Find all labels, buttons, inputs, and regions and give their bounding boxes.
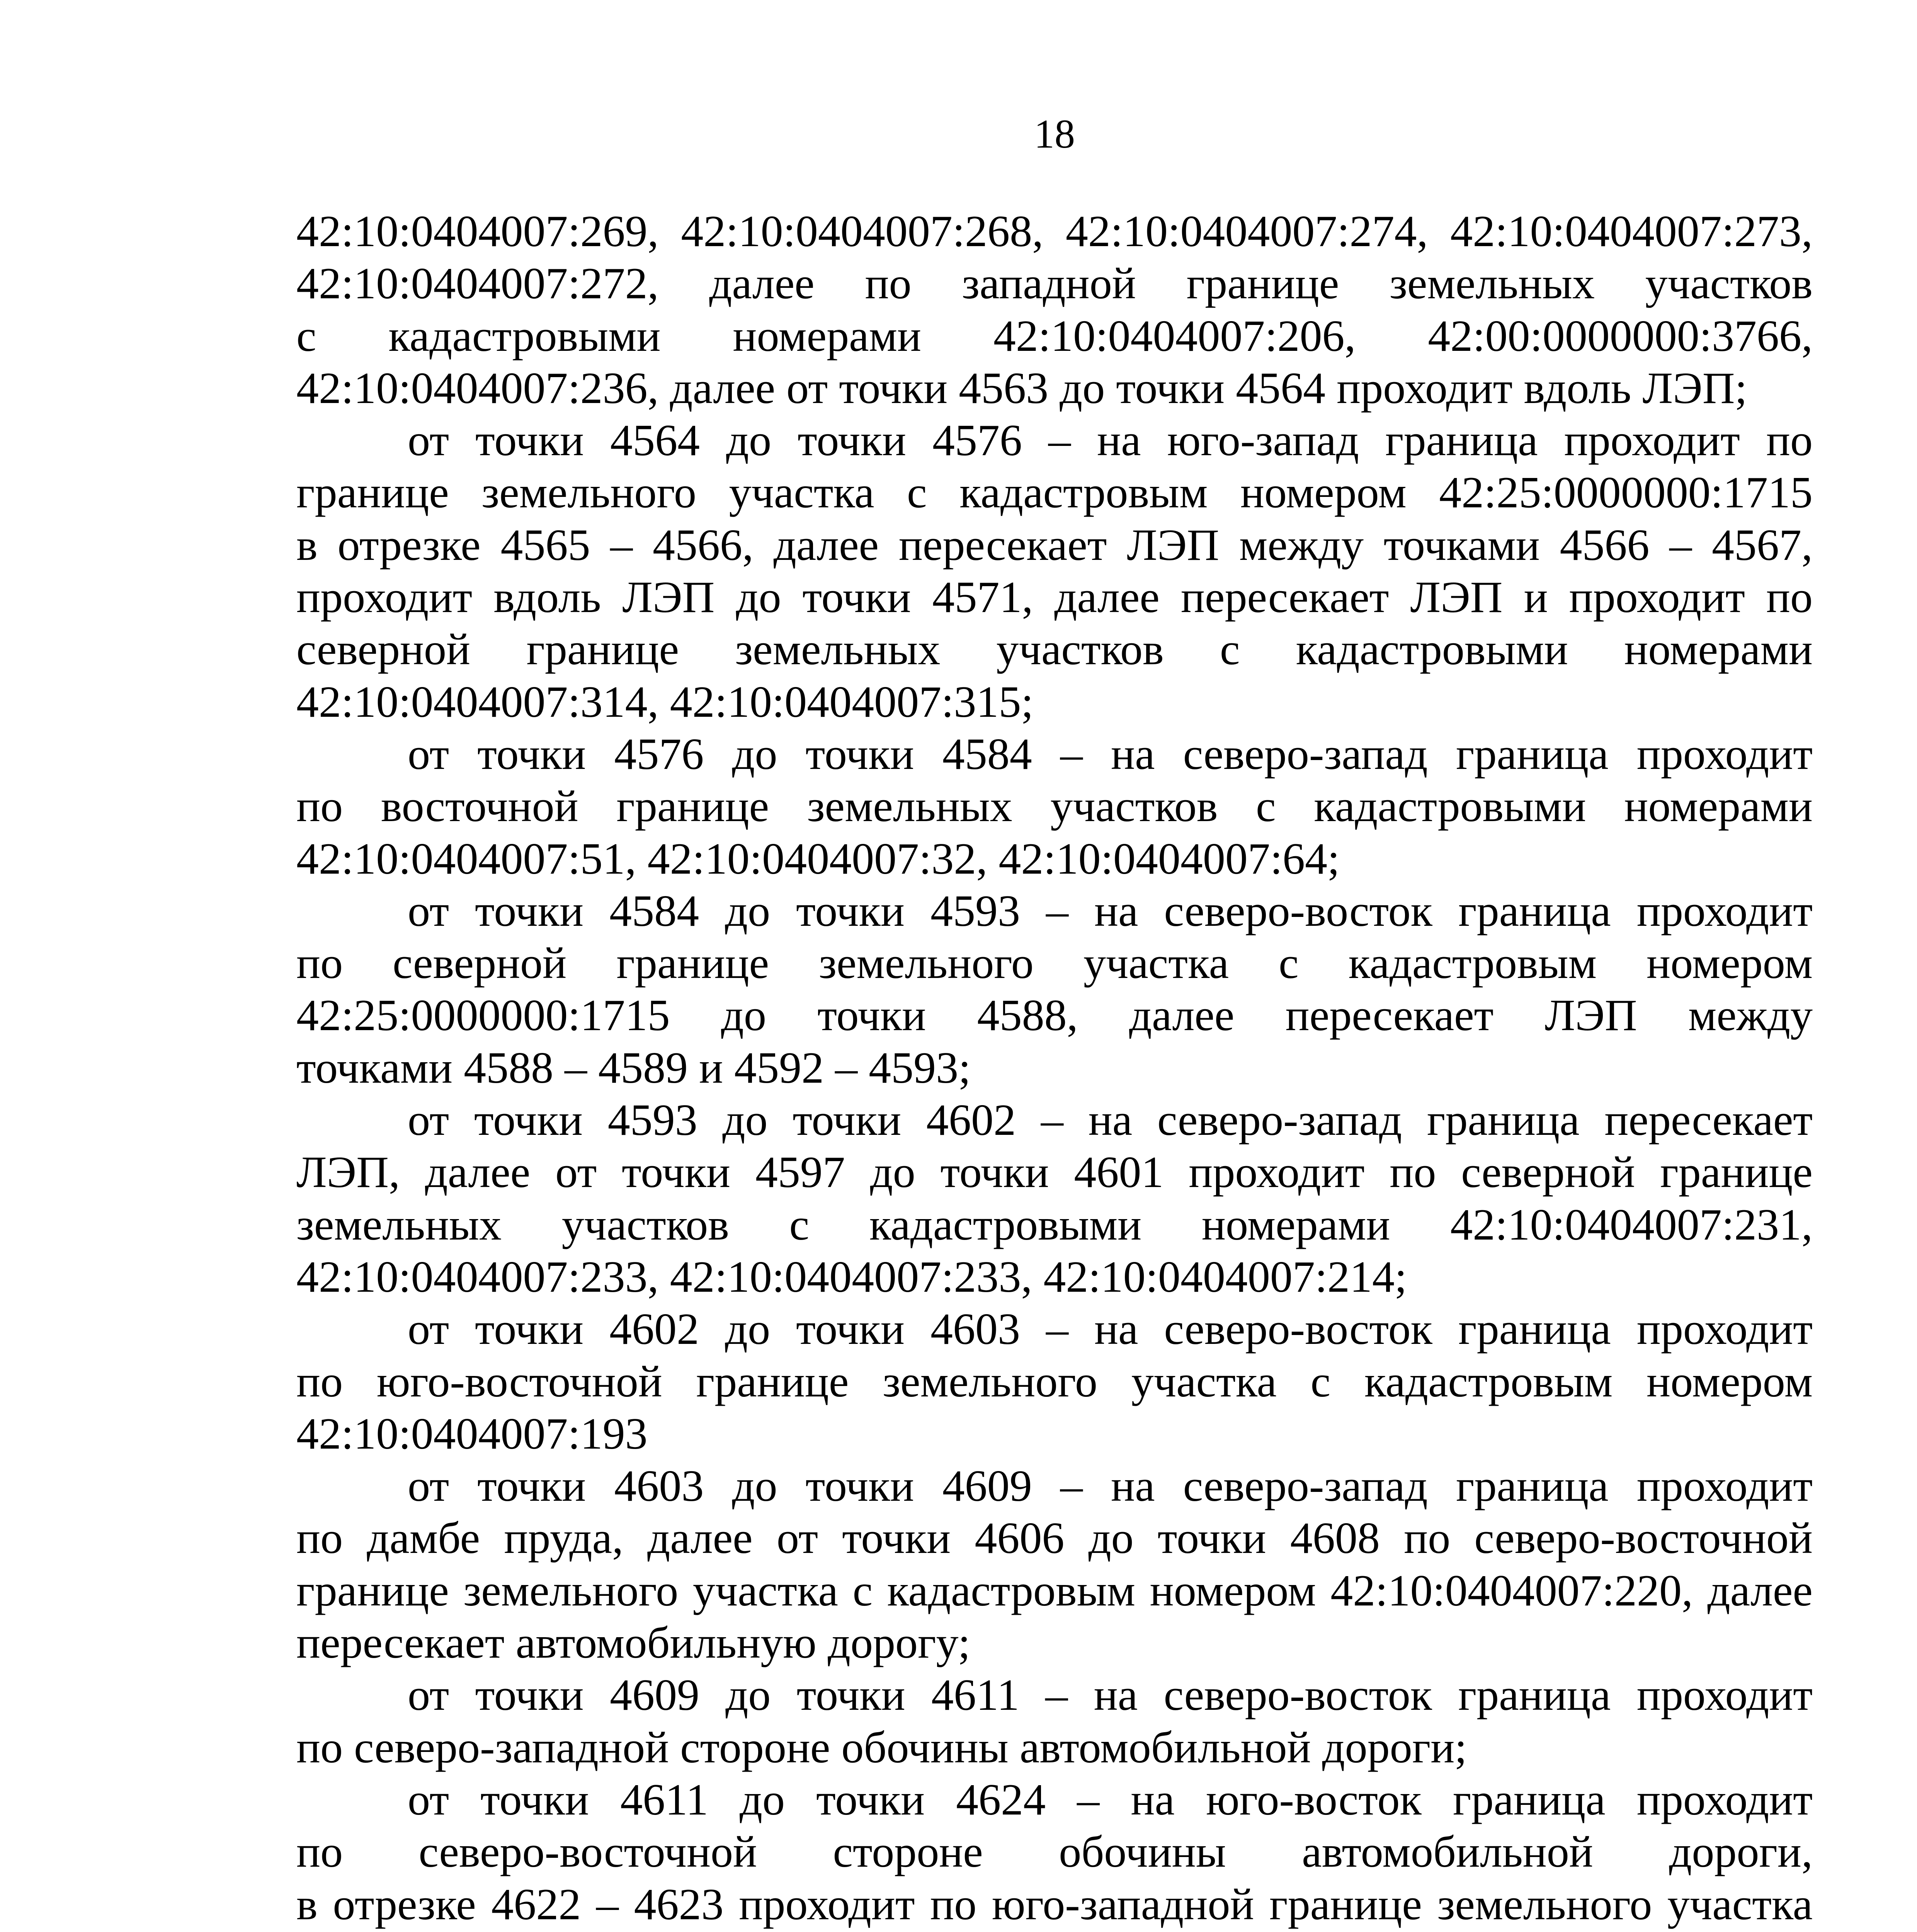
page-number: 18 xyxy=(1034,111,1075,156)
text-line: от точки 4611 до точки 4624 – на юго-восток граница проходит xyxy=(408,1775,1813,1825)
text-line: по юго-восточной границе земельного участка с кадастровым номером xyxy=(296,1357,1813,1406)
text-line: по северо-западной стороне обочины автомобильной дороги; xyxy=(296,1723,1467,1772)
paragraph-4 xyxy=(296,885,1813,1094)
text-line: пересекает автомобильную дорогу; xyxy=(296,1618,971,1668)
text-line: 42:10:0404007:314, 42:10:0404007:315; xyxy=(296,677,1034,727)
text-line: земельных участков с кадастровыми номерами 42:10:0404007:231, xyxy=(296,1200,1813,1250)
text-line: от точки 4609 до точки 4611 – на северо-восток граница проходит xyxy=(408,1670,1813,1720)
text-line: от точки 4576 до точки 4584 – на северо-запад граница проходит xyxy=(408,729,1813,779)
paragraph-7 xyxy=(296,1460,1813,1669)
text-line: от точки 4602 до точки 4603 – на северо-восток граница проходит xyxy=(408,1304,1813,1354)
paragraph-1 xyxy=(296,206,1813,415)
text-line: в отрезке 4565 – 4566, далее пересекает ЛЭП между точками 4566 – 4567, xyxy=(296,520,1813,570)
text-line: 42:25:0000000:1715 до точки 4588, далее пересекает ЛЭП между xyxy=(296,991,1813,1041)
text-line: в отрезке 4622 – 4623 проходит по юго-западной границе земельного участка xyxy=(296,1879,1813,1929)
paragraph-5 xyxy=(296,1094,1813,1303)
text-line: от точки 4593 до точки 4602 – на северо-запад граница пересекает xyxy=(408,1095,1813,1145)
text-line: по северо-восточной стороне обочины автомобильной дороги, xyxy=(296,1827,1813,1877)
paragraph-6 xyxy=(296,1303,1813,1460)
text-line: 42:10:0404007:269, 42:10:0404007:268, 42:10:0404007:274, 42:10:0404007:273, xyxy=(296,207,1813,256)
document-body xyxy=(296,206,1813,1932)
text-line: границе земельного участка с кадастровым номером 42:10:0404007:220, далее xyxy=(296,1566,1813,1616)
text-line: проходит вдоль ЛЭП до точки 4571, далее пересекает ЛЭП и проходит по xyxy=(296,573,1813,622)
text-line: точками 4588 – 4589 и 4592 – 4593; xyxy=(296,1043,971,1093)
text-line: по восточной границе земельных участков с кадастровыми номерами xyxy=(296,782,1813,832)
text-line: по дамбе пруда, далее от точки 4606 до точки 4608 по северо-восточной xyxy=(296,1514,1813,1563)
text-line: от точки 4564 до точки 4576 – на юго-запад граница проходит по xyxy=(408,416,1813,466)
text-line: 42:10:0404007:272, далее по западной границе земельных участков xyxy=(296,259,1813,309)
text-line: 42:10:0404007:233, 42:10:0404007:233, 42:10:0404007:214; xyxy=(296,1252,1407,1302)
text-line: северной границе земельных участков с кадастровыми номерами xyxy=(296,625,1813,675)
paragraph-3 xyxy=(296,728,1813,885)
text-line: 42:10:0404007:236, далее от точки 4563 до точки 4564 проходит вдоль ЛЭП; xyxy=(296,363,1747,413)
paragraph-2 xyxy=(296,415,1813,728)
paragraph-9 xyxy=(296,1774,1813,1932)
text-line: границе земельного участка с кадастровым номером 42:25:0000000:1715 xyxy=(296,468,1813,518)
text-line: по северной границе земельного участка с кадастровым номером xyxy=(296,939,1813,988)
text-line: 42:10:0404007:51, 42:10:0404007:32, 42:10:0404007:64; xyxy=(296,834,1340,884)
text-line: 42:10:0404007:193 xyxy=(296,1409,648,1459)
text-line: от точки 4603 до точки 4609 – на северо-запад граница проходит xyxy=(408,1461,1813,1511)
text-line: с кадастровыми номерами 42:10:0404007:206, 42:00:0000000:3766, xyxy=(296,311,1813,361)
text-line: ЛЭП, далее от точки 4597 до точки 4601 проходит по северной границе xyxy=(296,1148,1813,1197)
paragraph-8 xyxy=(296,1669,1813,1774)
text-line: от точки 4584 до точки 4593 – на северо-восток граница проходит xyxy=(408,886,1813,936)
